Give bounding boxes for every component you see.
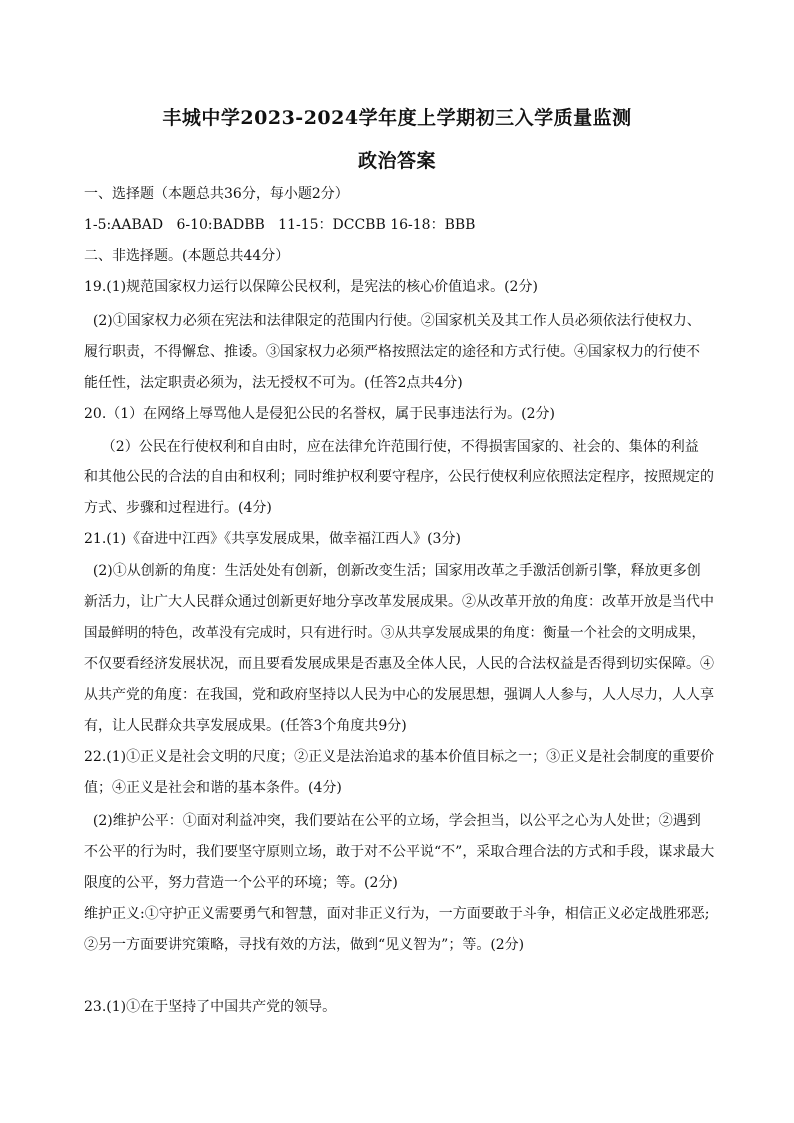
answer-line: ②另一方面要讲究策略，寻找有效的方法，做到“见义智为”；等。(2分) (84, 937, 525, 953)
choice-answers: 1-5:AABAD 6-10:BADBB 11-15：DCCBB 16-18：BBB (84, 217, 476, 233)
answer-line: 19.(1)规范国家权力运行以保障公民权利，是宪法的核心价值追求。(2分) (84, 279, 538, 295)
answer-line: 和其他公民的合法的自由和权利；同时维护权利要守程序，公民行使权利应依照法定程序，按照规定的 (84, 469, 714, 485)
answer-line: 不公平的行为时，我们要坚守原则立场，敢于对不公平说“不”，采取合理合法的方式和手段，谋求最大 (84, 844, 714, 860)
section-heading-nonchoice: 二、非选择题。(本题总共44分） (84, 248, 290, 264)
answer-line: 能任性，法定职责必须为，法无授权不可为。(任答2点共4分) (84, 375, 463, 391)
document-title: 丰城中学2023-2024学年度上学期初三入学质量监测 (162, 107, 632, 129)
answer-line: 不仅要看经济发展状况，而且要看发展成果是否惠及全体人民，人民的合法权益是否得到切实保障。④ (84, 656, 714, 672)
answer-line: (2)①从创新的角度：生活处处有创新，创新改变生活；国家用改革之手激活创新引擎，释放更多创 (84, 563, 701, 579)
answer-line: 从共产党的角度：在我国，党和政府坚持以人民为中心的发展思想，强调人人参与，人人尽力，人人享 (84, 687, 714, 703)
answer-line: 新活力，让广大人民群众通过创新更好地分享改革发展成果。②从改革开放的角度：改革开放是当代中 (84, 594, 714, 610)
answer-line: 维护正义:①守护正义需要勇气和智慧，面对非正义行为，一方面要敢于斗争，相信正义必定战胜邪恶; (84, 906, 710, 922)
document-subtitle: 政治答案 (357, 150, 436, 172)
section-heading-choice: 一、选择题（本题总共36分，每小题2分） (84, 186, 349, 202)
answer-line: 22.(1)①正义是社会文明的尺度；②正义是法治追求的基本价值目标之一；③正义是社会制度的重要价 (84, 749, 714, 765)
answer-line: 国最鲜明的特色，改革没有完成时，只有进行时。③从共享发展成果的角度：衡量一个社会的文明成果， (84, 625, 705, 641)
answer-line: （2）公民在行使权利和自由时，应在法律允许范围行使，不得损害国家的、社会的、集体的利益 (84, 439, 699, 455)
answer-line: 值；④正义是社会和谐的基本条件。(4分) (84, 780, 342, 796)
answer-line: 有，让人民群众共享发展成果。(任答3个角度共9分) (84, 718, 407, 734)
answer-line: (2)维护公平：①面对利益冲突，我们要站在公平的立场，学会担当，以公平之心为人处世；②遇到 (84, 813, 701, 829)
answer-line: 20.（1）在网络上辱骂他人是侵犯公民的名誉权，属于民事违法行为。(2分) (84, 406, 556, 422)
answer-line: 限度的公平，努力营造一个公平的环境；等。(2分) (84, 875, 398, 891)
answer-line: (2)①国家权力必须在宪法和法律限定的范围内行使。②国家机关及其工作人员必须依法行使权力、 (84, 313, 701, 329)
answer-line: 23.(1)①在于坚持了中国共产党的领导。 (84, 999, 337, 1015)
answer-line: 方式、步骤和过程进行。(4分) (84, 500, 272, 516)
answer-line: 履行职责，不得懈怠、推诿。③国家权力必须严格按照法定的途径和方式行使。④国家权力的行使不 (84, 344, 700, 360)
answer-line: 21.(1)《奋进中江西》《共享发展成果，做幸福江西人》(3分) (84, 531, 461, 547)
